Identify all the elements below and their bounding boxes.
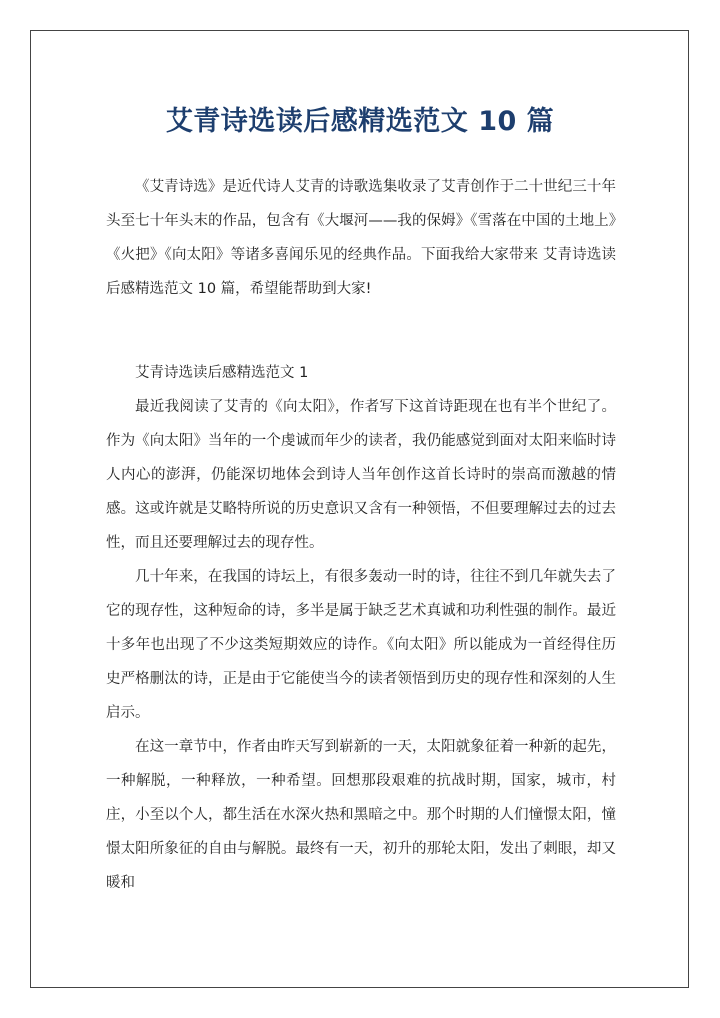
body-paragraph: 在这一章节中，作者由昨天写到崭新的一天，太阳就象征着一种新的起先，一种解脱，一种释放，一种希望。回想那段艰难的抗战时期，国家，城市，村庄，小至以个人，都生活在水深火热和黑暗之中。那个时期的人们憧憬太阳，憧憬太阳所象征的自由与解脱。最终有一天，初升的那轮太阳，发出了刺眼，却又暖和 <box>106 739 616 891</box>
body-paragraph: 最近我阅读了艾青的《向太阳》，作者写下这首诗距现在也有半个世纪了。作为《向太阳》当年的一个虔诚而年少的读者，我仍能感觉到面对太阳来临时诗人内心的澎湃，仍能深切地体会到诗人当年创作这首长诗时的崇高而激越的情感。这或许就是艾略特所说的历史意识又含有一种领悟，不但要理解过去的过去性，而且还要理解过去的现存性。 <box>106 399 616 551</box>
section-heading: 艾青诗选读后感精选范文 1 <box>135 365 309 381</box>
intro-paragraph: 《艾青诗选》是近代诗人艾青的诗歌选集收录了艾青创作于二十世纪三十年头至七十年头末的作品，包含有《大堰河——我的保姆》《雪落在中国的土地上》《火把》《向太阳》等诸多喜闻乐见的经典作品。下面我给大家带来 艾青诗选读后感精选范文 10 篇，希望能帮助到大家! <box>106 179 616 297</box>
document-body <box>106 170 616 900</box>
body-paragraph: 几十年来，在我国的诗坛上，有很多轰动一时的诗，往往不到几年就失去了它的现存性，这种短命的诗，多半是属于缺乏艺术真诚和功利性强的制作。最近十多年也出现了不少这类短期效应的诗作。《向太阳》所以能成为一首经得住历史严格删汰的诗，正是由于它能使当今的读者领悟到历史的现存性和深刻的人生启示。 <box>106 569 616 721</box>
document-title: 艾青诗选读后感精选范文 10 篇 <box>165 106 555 137</box>
